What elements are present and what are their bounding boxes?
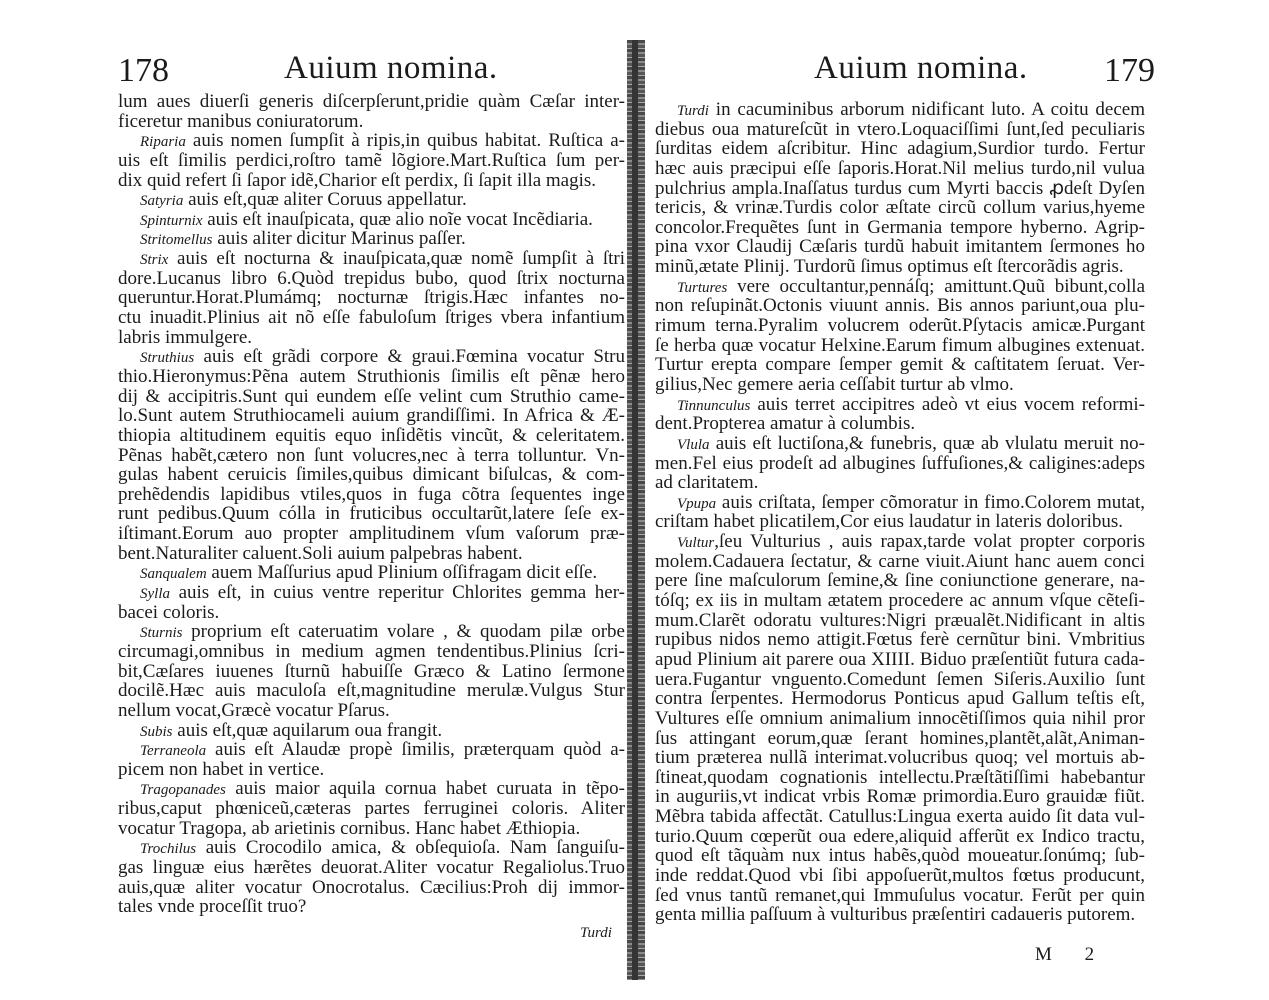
line-text: picem non habet in vertice. bbox=[118, 758, 325, 780]
running-head: Auium nomina. bbox=[284, 50, 498, 86]
line-text: dix quid refert ſi ſapor idẽ,Charior eſt perdix, ſi ſapit illa magis. bbox=[118, 169, 597, 191]
entry-headword: Vlula bbox=[677, 436, 710, 453]
entry-headword: Riparia bbox=[140, 134, 186, 151]
text-line bbox=[655, 473, 1145, 493]
text-line bbox=[655, 729, 1145, 749]
line-text: ſurditas eidem aſcribitur. Hinc adagium,Surdior turdo. Fertur bbox=[655, 138, 1145, 160]
text-line bbox=[118, 249, 625, 269]
text-line bbox=[655, 552, 1145, 572]
line-text: ,ſeu Vulturius , auis rapax,tarde volat propter corporis bbox=[714, 531, 1145, 553]
entry-headword: Turtures bbox=[677, 279, 728, 296]
text-line bbox=[118, 387, 625, 407]
text-line bbox=[118, 740, 625, 760]
line-text: pere ſine maſculorum ſemine,& ſine coniunctione generare, na- bbox=[655, 570, 1145, 592]
entry-headword: Spinturnix bbox=[140, 212, 203, 229]
text-line bbox=[655, 787, 1145, 807]
text-line bbox=[655, 434, 1145, 454]
line-text: minũ,ætate Plinij. Turdorũ ſimus optimus eſt ſtercorãdis agris. bbox=[655, 256, 1124, 278]
text-line bbox=[118, 347, 625, 367]
text-line bbox=[655, 689, 1145, 709]
line-text: mum.Clarẽt odoratu vultures:Nigri præualẽt.Nidificant in altis bbox=[655, 609, 1145, 631]
line-text: quod eſt tãquàm nux intus habẽs,quòd moueatur.ſonúmq; ſub- bbox=[655, 845, 1145, 867]
text-line bbox=[118, 92, 625, 112]
text-line bbox=[118, 642, 625, 662]
entry-headword: Subis bbox=[140, 723, 173, 740]
line-text: thio.Hieronymus:Pẽna autem Struthionis ſimilis eſt pẽnæ hero bbox=[118, 365, 625, 387]
line-text: circumagi,omnibus in medium agmen tendentibus.Plinius ſcri- bbox=[118, 640, 625, 662]
text-line bbox=[118, 819, 625, 839]
text-line bbox=[118, 779, 625, 799]
line-text: ſus attingant eorum,quæ ſerant homines,plantẽt,alãt,Animan- bbox=[655, 727, 1145, 749]
line-text: auis eſt, in cuius ventre reperitur Chlorites gemma her- bbox=[178, 582, 626, 604]
text-line bbox=[118, 210, 625, 230]
text-line bbox=[118, 603, 625, 623]
text-column bbox=[118, 92, 625, 917]
entry-headword: Tragopanades bbox=[140, 782, 226, 799]
line-text: Turtur erepta compare ſemper gemit & caſtitatem ſeruat. Ver- bbox=[655, 354, 1145, 376]
text-line bbox=[655, 139, 1145, 159]
text-line bbox=[655, 905, 1145, 925]
line-text: dent.Propterea amatur à columbis. bbox=[655, 413, 916, 435]
line-text: contra ſerpentes. Hermodorus Ponticus apud Gallum teſtis eſt, bbox=[655, 688, 1145, 710]
line-text: auis nomen ſumpſit à ripis,in quibus habitat. Ruſtica a- bbox=[192, 130, 626, 152]
entry-headword: Vultur bbox=[677, 535, 715, 552]
text-line bbox=[655, 768, 1145, 788]
text-line bbox=[655, 650, 1145, 670]
text-line bbox=[118, 681, 625, 701]
line-text: auis eſt inauſpicata, quæ alio noĩe vocat Incẽdiaria. bbox=[207, 208, 593, 230]
line-text: dij & accipitris.Sunt qui eundem eſſe velint cum Struthio came- bbox=[118, 385, 625, 407]
line-text: nellum vocat,Græcè vocatur Pſarus. bbox=[118, 699, 390, 721]
line-text: rupibus nidos nemo attigit.Fœtus ferè cernũtur bini. Vmbritius bbox=[655, 629, 1145, 651]
line-text: men.Fel eius prodeſt ad albugines ſuffuſiones,& caligines:adeps bbox=[655, 452, 1145, 474]
line-text: inde reddat.Quod vbi ſibi appoſuerũt,multos fœtus producunt, bbox=[655, 864, 1145, 886]
text-line bbox=[118, 662, 625, 682]
line-text: pulchrius ampla.Inaſſatus turdus cum Myrti baccis ꝓdeſt Dyſen bbox=[655, 177, 1145, 199]
text-line bbox=[655, 454, 1145, 474]
entry-headword: Strix bbox=[140, 252, 169, 269]
entry-headword: Terraneola bbox=[140, 743, 207, 760]
text-line bbox=[655, 493, 1145, 513]
line-text: turio.Quum cœperũt oua edere,aliquid afferũt ex Indico tractu, bbox=[655, 825, 1145, 847]
page-number: 179 bbox=[1104, 52, 1155, 89]
line-text: Vultures eſſe omnium animalium innocẽtiſſimos quia nihil pror bbox=[655, 707, 1145, 729]
line-text: criſtam habet plicatilem,Cor eius laudatur in lateris doloribus. bbox=[655, 511, 1124, 533]
entry-headword: Sturnis bbox=[140, 625, 183, 642]
line-text: thiopia altitudinem equitis equo inſidẽtis vincũt, & celeritatem. bbox=[118, 424, 625, 446]
line-text: diebus oua matureſcũt in vtero.Loquaciſſimi ſunt,ſed peculiaris bbox=[655, 118, 1145, 140]
line-text: gas linguæ eius hærẽtes deuorat.Aliter vocatur Regaliolus.Truo bbox=[118, 856, 625, 878]
line-text: iſtimant.Eorum auo propter amplitudinem vſum vaſorum præ- bbox=[118, 523, 625, 545]
line-text: dore.Lucanus libro 6.Quòd trepidus bubo, quod ſtrix nocturna bbox=[118, 267, 625, 289]
text-line bbox=[655, 670, 1145, 690]
text-line bbox=[118, 858, 625, 878]
line-text: uera.Fugantur vnguento.Comedunt ſemen Siſeris.Auxilio ſunt bbox=[655, 668, 1145, 690]
signature-mark: M 2 bbox=[1035, 944, 1109, 965]
line-text: non reſupinãt.Octonis viuunt annis. Bis annos pariunt,oua plu- bbox=[655, 295, 1145, 317]
text-line bbox=[655, 532, 1145, 552]
text-line bbox=[655, 571, 1145, 591]
line-text: gulas habent ceruicis ſimiles,quibus dimicant biſulcas, & com- bbox=[118, 464, 625, 486]
entry-headword: Sylla bbox=[140, 586, 170, 603]
text-line bbox=[118, 544, 625, 564]
line-text: bent.Naturaliter caluent.Soli auium palpebras habent. bbox=[118, 542, 523, 564]
entry-headword: Trochilus bbox=[140, 841, 197, 858]
line-text: rimum terna.Pyralim volucrem oderũt.Pſytacis amicæ.Purgant bbox=[655, 315, 1145, 337]
text-line bbox=[655, 277, 1145, 297]
line-text: ribus,caput phœniceũ,cæteras partes ferruginei coloris. Aliter bbox=[118, 798, 625, 820]
line-text: ſed vnus tantũ remanet,qui Immuſulus vocatur. Ferũt per quin bbox=[655, 884, 1145, 906]
line-text: lo.Sunt autem Struthiocameli auium grandiſſimi. In Africa & Æ- bbox=[118, 405, 625, 427]
text-line bbox=[655, 100, 1145, 120]
line-text: ficeretur manibus coniuratorum. bbox=[118, 110, 364, 132]
text-line bbox=[118, 171, 625, 191]
line-text: concolor.Frequẽtes ſunt in Germania tempore hyberno. Agrip- bbox=[655, 216, 1145, 238]
entry-headword: Tinnunculus bbox=[677, 397, 751, 414]
line-text: bacei coloris. bbox=[118, 601, 220, 623]
text-line bbox=[655, 630, 1145, 650]
line-text: vocatur Tragopa, ab arietinis cornibus. Hanc habet Æthiopia. bbox=[118, 817, 581, 839]
text-line bbox=[655, 709, 1145, 729]
line-text: ad claritatem. bbox=[655, 472, 759, 494]
text-line bbox=[655, 120, 1145, 140]
line-text: prehẽdendis lapidibus vtiles,quos in fuga cõtra ſequentes inge bbox=[118, 483, 625, 505]
text-line bbox=[655, 395, 1145, 415]
line-text: auis,quæ aliter vocatur Onocrotalus. Cæcilius:Proh dij immor- bbox=[118, 876, 625, 898]
text-column bbox=[655, 100, 1145, 925]
text-line bbox=[118, 583, 625, 603]
line-text: gilius,Nec gemere aeria ceſſabit turtur ab vlmo. bbox=[655, 373, 1014, 395]
text-line bbox=[655, 748, 1145, 768]
line-text: in cacuminibus arborum nidificant luto. A coitu decem bbox=[715, 99, 1146, 120]
line-text: auis eſt,quæ aliter Coruus appellatur. bbox=[188, 189, 467, 211]
line-text: labris immulgere. bbox=[118, 326, 253, 348]
entry-headword: Stritomellus bbox=[140, 232, 213, 249]
text-line bbox=[655, 512, 1145, 532]
text-line bbox=[118, 622, 625, 642]
line-text: Pẽnas habẽt,cætero non ſunt volucres,nec à terra tolluntur. Vn- bbox=[118, 444, 625, 466]
line-text: in auguriis,vt indicat vrbis Romæ primordia.Euro grauidæ fiũt. bbox=[655, 786, 1145, 808]
line-text: genta millia paſſuum à vulturibus præſentiri cadaueris putorem. bbox=[655, 904, 1136, 926]
line-text: bit,Cæſares iuuenes ſturnũ habuiſſe Græco & Latino ſermone bbox=[118, 660, 625, 682]
text-line bbox=[118, 838, 625, 858]
text-line bbox=[655, 218, 1145, 238]
line-text: tium præterea nullã interimat.volucribus quoq; vel mortuis ab- bbox=[655, 747, 1145, 769]
line-text: uis eſt ſimilis perdici,roſtro tamẽ lõgiore.Mart.Ruſtica ſum per- bbox=[118, 149, 625, 171]
text-line bbox=[118, 328, 625, 348]
line-text: tóſq; ex iis in multam ætatem procedere ac annum vſque cẽteſi- bbox=[655, 590, 1145, 612]
text-line bbox=[118, 446, 625, 466]
text-line bbox=[118, 151, 625, 171]
line-text: proprium eſt cateruatim volare , & quodam pilæ orbe bbox=[191, 621, 625, 643]
text-line bbox=[118, 721, 625, 741]
text-line bbox=[655, 296, 1145, 316]
line-text: hæc auis præcipui eſſe ſaporis.Horat.Nil melius turdo,nil vulua bbox=[655, 157, 1145, 179]
text-line bbox=[118, 367, 625, 387]
text-line bbox=[118, 485, 625, 505]
line-text: auis eſt nocturna & inauſpicata,quæ nomẽ ſumpſit à ſtri bbox=[177, 248, 625, 270]
text-line bbox=[118, 701, 625, 721]
line-text: auis eſt grãdi corpore & graui.Fœmina vocatur Stru bbox=[203, 346, 626, 368]
line-text: ſe herba quæ vocatur Helxine.Earum fimum albugines extenuat. bbox=[655, 334, 1145, 356]
text-line bbox=[118, 760, 625, 780]
text-line bbox=[118, 563, 625, 583]
text-line bbox=[118, 131, 625, 151]
line-text: apud Plinium ait parere oua XIIII. Biduo præſentiũt futura cada- bbox=[655, 648, 1145, 670]
line-text: auis Crocodilo amica, & obſequioſa. Nam ſanguiſu- bbox=[205, 837, 626, 859]
line-text: docilẽ.Hæc auis maculoſa eſt,magnitudine merulæ.Vulgus Stur bbox=[118, 680, 625, 702]
text-line bbox=[118, 190, 625, 210]
text-line bbox=[118, 406, 625, 426]
text-line bbox=[655, 846, 1145, 866]
text-line bbox=[655, 591, 1145, 611]
text-line bbox=[118, 897, 625, 917]
text-line bbox=[655, 866, 1145, 886]
text-line bbox=[655, 827, 1145, 847]
text-line bbox=[118, 229, 625, 249]
text-line bbox=[655, 198, 1145, 218]
line-text: lum aues diuerſi generis diſcerpſerunt,pridie quàm Cæſar inter- bbox=[118, 91, 625, 112]
text-line bbox=[655, 316, 1145, 336]
text-line bbox=[118, 878, 625, 898]
entry-headword: Struthius bbox=[140, 350, 195, 367]
text-line bbox=[655, 414, 1145, 434]
text-line bbox=[118, 112, 625, 132]
book-gutter bbox=[627, 40, 645, 980]
entry-headword: Sanqualem bbox=[140, 566, 207, 583]
line-text: auem Maſſurius apud Plinium oſſifragam dicit eſſe. bbox=[211, 562, 598, 584]
text-line bbox=[118, 799, 625, 819]
text-line bbox=[655, 237, 1145, 257]
text-line bbox=[118, 269, 625, 289]
entry-headword: Vpupa bbox=[677, 495, 717, 512]
text-line bbox=[118, 288, 625, 308]
text-line bbox=[655, 355, 1145, 375]
entry-headword: Satyria bbox=[140, 193, 184, 210]
line-text: auis aliter dicitur Marinus paſſer. bbox=[217, 228, 466, 250]
text-line bbox=[118, 426, 625, 446]
line-text: auis criſtata, ſemper cõmoratur in fimo.Colorem mutat, bbox=[721, 491, 1146, 513]
text-line bbox=[655, 336, 1145, 356]
catchword: Turdi bbox=[580, 925, 612, 941]
text-line bbox=[655, 375, 1145, 395]
text-line bbox=[655, 611, 1145, 631]
text-line bbox=[118, 308, 625, 328]
line-text: auis eſt luctiſona,& funebris, quæ ab vlulatu meruit no- bbox=[715, 432, 1146, 454]
line-text: molem.Cadauera ſectatur, & carne viuit.Aiunt hanc auem conci bbox=[655, 550, 1145, 572]
text-line bbox=[655, 886, 1145, 906]
text-line bbox=[655, 807, 1145, 827]
entry-headword: Turdi bbox=[677, 103, 709, 119]
text-line bbox=[118, 465, 625, 485]
text-line bbox=[655, 179, 1145, 199]
line-text: runt pedibus.Quum cólla in fruticibus occultarũt,latere ſeſe ex- bbox=[118, 503, 625, 525]
line-text: queruntur.Horat.Plumámq; nocturnæ ſtrigis.Hæc infantes no- bbox=[118, 287, 625, 309]
running-head: Auium nomina. bbox=[814, 50, 1028, 86]
line-text: Mẽbra tabida affectãt. Catullus:Lingua exerta auido ſit data vul- bbox=[655, 806, 1145, 828]
line-text: ctu inuadit.Plinius ait nõ eſſe fabuloſum ſtriges vbera infantium bbox=[118, 307, 625, 329]
line-text: auis terret accipitres adeò vt eius vocem reformi- bbox=[757, 393, 1146, 415]
line-text: auis eſt,quæ aquilarum oua frangit. bbox=[177, 719, 443, 741]
line-text: tales vnde proceſſit truo? bbox=[118, 896, 307, 918]
text-line bbox=[655, 257, 1145, 277]
text-line bbox=[655, 159, 1145, 179]
line-text: pina vxor Claudij Cæſaris turdũ habuit imitantem ſermones ho bbox=[655, 236, 1145, 258]
page-number: 178 bbox=[118, 52, 169, 89]
text-line bbox=[118, 524, 625, 544]
line-text: ſtineat,quodam cognationis intellectu.Præſtãtiſſimi habebantur bbox=[655, 766, 1145, 788]
line-text: tericis, & vrinæ.Turdis color æſtate circũ collum varius,hyeme bbox=[655, 197, 1145, 219]
line-text: auis eſt Alaudæ propè ſimilis, præterquam quòd a- bbox=[215, 739, 625, 761]
line-text: auis maior aquila cornua habet curuata in tẽpo- bbox=[235, 778, 625, 800]
line-text: vere occultantur,pennáſq; amittunt.Quũ bibunt,colla bbox=[737, 275, 1145, 297]
text-line bbox=[118, 504, 625, 524]
